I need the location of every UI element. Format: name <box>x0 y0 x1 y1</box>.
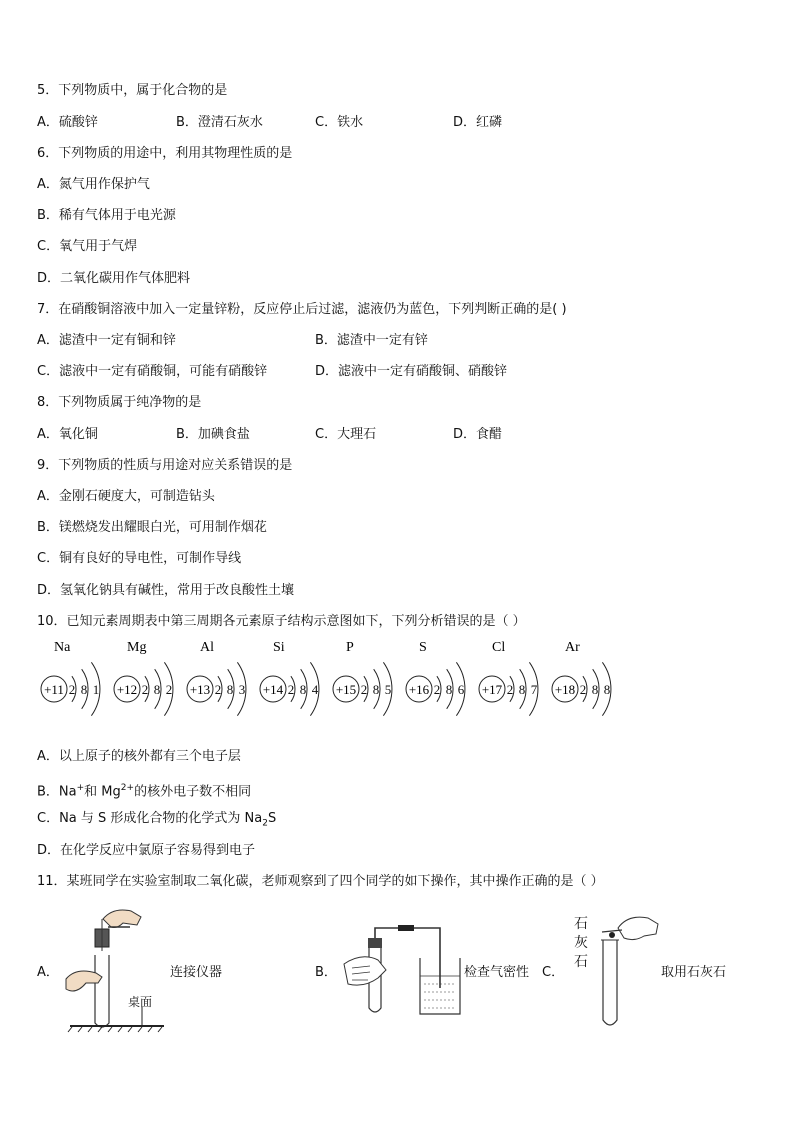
q10-option-b: B．Na+和 $Mg^{2+}$的核外电子数不相同 <box>37 783 252 800</box>
nucleus-charge: +18 <box>554 682 576 697</box>
atom-diagram <box>260 640 319 716</box>
q11-figure-a-letter: A． <box>37 965 59 980</box>
electron-count: 2 <box>287 682 295 697</box>
nucleus-charge: +13 <box>189 682 211 697</box>
q10-option-d: D．在化学反应中氯原子容易得到电子 <box>37 843 256 858</box>
electron-count: 6 <box>457 682 465 697</box>
electron-count: 4 <box>311 682 319 697</box>
nucleus-charge: +16 <box>408 682 430 697</box>
q7-stem: 7．在硝酸铜溶液中加入一定量锌粉，反应停止后过滤，滤液仍为蓝色，下列判断正确的是( ) <box>37 302 567 317</box>
airtightness-check-illustration <box>338 920 464 1020</box>
desk-label: 桌面 <box>128 995 153 1009</box>
element-symbol: Si <box>273 640 285 655</box>
electron-count: 8 <box>518 682 526 697</box>
q10-option-a: A．以上原子的核外都有三个电子层 <box>37 749 241 764</box>
q9-option-c: C．铜有良好的导电性，可制作导线 <box>37 551 242 566</box>
atom-diagram <box>333 640 392 716</box>
element-symbol: Cl <box>492 640 506 655</box>
electron-count: 2 <box>165 682 173 697</box>
q8-option-c: C．大理石 <box>315 427 377 442</box>
q9-stem: 9．下列物质的性质与用途对应关系错误的是 <box>37 458 293 473</box>
electron-count: 3 <box>238 682 246 697</box>
q6-stem: 6．下列物质的用途中，利用其物理性质的是 <box>37 146 293 161</box>
limestone-label: 石 灰 石 <box>574 916 588 970</box>
electron-count: 8 <box>445 682 453 697</box>
electron-count: 2 <box>360 682 368 697</box>
q8-stem: 8．下列物质属于纯净物的是 <box>37 395 202 410</box>
q5-option-d: D．红磷 <box>453 115 503 130</box>
electron-count: 2 <box>68 682 76 697</box>
q7-option-b: B．滤渣中一定有锌 <box>315 333 428 348</box>
q6-option-a: A．氮气用作保护气 <box>37 177 150 192</box>
element-symbol: Na <box>54 640 71 655</box>
q7-option-c: C．滤液中一定有硝酸铜，可能有硝酸锌 <box>37 364 268 379</box>
electron-count: 2 <box>141 682 149 697</box>
q10-stem: 10．已知元素周期表中第三周期各元素原子结构示意图如下，下列分析错误的是（ ） <box>37 614 526 629</box>
q7-option-a: A．滤渣中一定有铜和锌 <box>37 333 176 348</box>
q11-stem: 11．某班同学在实验室制取二氧化碳，老师观察到了四个同学的如下操作，其中操作正确的是（ ） <box>37 874 604 889</box>
q5-option-a: A．硫酸锌 <box>37 115 98 130</box>
atom-diagram <box>406 640 465 716</box>
electron-count: 2 <box>579 682 587 697</box>
q11-figure-c-caption: 取用石灰石 <box>661 965 727 980</box>
electron-count: 8 <box>80 682 88 697</box>
electron-count: 1 <box>92 682 100 697</box>
element-symbol: Mg <box>127 640 147 655</box>
atom-diagram <box>552 640 611 716</box>
electron-count: 8 <box>372 682 380 697</box>
electron-count: 5 <box>384 682 392 697</box>
electron-count: 7 <box>530 682 538 697</box>
q8-option-a: A．氧化铜 <box>37 427 98 442</box>
take-limestone-illustration <box>594 908 662 1032</box>
q6-option-c: C．氧气用于气焊 <box>37 239 138 254</box>
q6-option-d: D．二氧化碳用作气体肥料 <box>37 271 191 286</box>
nucleus-charge: +12 <box>116 682 138 697</box>
element-symbol: Ar <box>565 640 580 655</box>
q5-option-b: B．澄清石灰水 <box>176 115 263 130</box>
element-symbol: P <box>346 640 354 655</box>
q8-option-d: D．食醋 <box>453 427 503 442</box>
atom-diagram <box>479 640 538 716</box>
atom-diagram <box>41 640 100 716</box>
q9-option-a: A．金刚石硬度大，可制造钻头 <box>37 489 215 504</box>
q11-figure-b-caption: 检查气密性 <box>464 965 530 980</box>
element-symbol: S <box>419 640 427 655</box>
q9-option-b: B．镁燃烧发出耀眼白光，可用制作烟花 <box>37 520 267 535</box>
q8-option-b: B．加碘食盐 <box>176 427 250 442</box>
q5-stem: 5．下列物质中，属于化合物的是 <box>37 83 228 98</box>
q11-figure-b-letter: B． <box>315 965 337 980</box>
electron-count: 2 <box>433 682 441 697</box>
q7-option-d: D．滤液中一定有硝酸铜、硝酸锌 <box>315 364 508 379</box>
connect-apparatus-illustration <box>58 905 168 1033</box>
q11-figure-a-caption: 连接仪器 <box>170 965 223 980</box>
q11-figure-c-letter: C． <box>542 965 565 980</box>
nucleus-charge: +17 <box>481 682 503 697</box>
nucleus-charge: +14 <box>262 682 284 697</box>
nucleus-charge: +11 <box>44 682 64 697</box>
q6-option-b: B．稀有气体用于电光源 <box>37 208 176 223</box>
q10-option-c: C．Na 与 S 形成化合物的化学式为 $Na_2S$ <box>37 811 277 829</box>
atom-diagram <box>187 640 246 716</box>
q5-option-c: C．铁水 <box>315 115 364 130</box>
atom-diagram <box>114 640 173 716</box>
electron-count: 8 <box>591 682 599 697</box>
electron-count: 8 <box>226 682 234 697</box>
electron-count: 2 <box>214 682 222 697</box>
q9-option-d: D．氢氧化钠具有碱性，常用于改良酸性土壤 <box>37 583 295 598</box>
electron-count: 8 <box>603 682 611 697</box>
atomic-structure-diagrams <box>30 636 630 726</box>
electron-count: 8 <box>299 682 307 697</box>
nucleus-charge: +15 <box>335 682 357 697</box>
element-symbol: Al <box>200 640 214 655</box>
electron-count: 2 <box>506 682 514 697</box>
electron-count: 8 <box>153 682 161 697</box>
